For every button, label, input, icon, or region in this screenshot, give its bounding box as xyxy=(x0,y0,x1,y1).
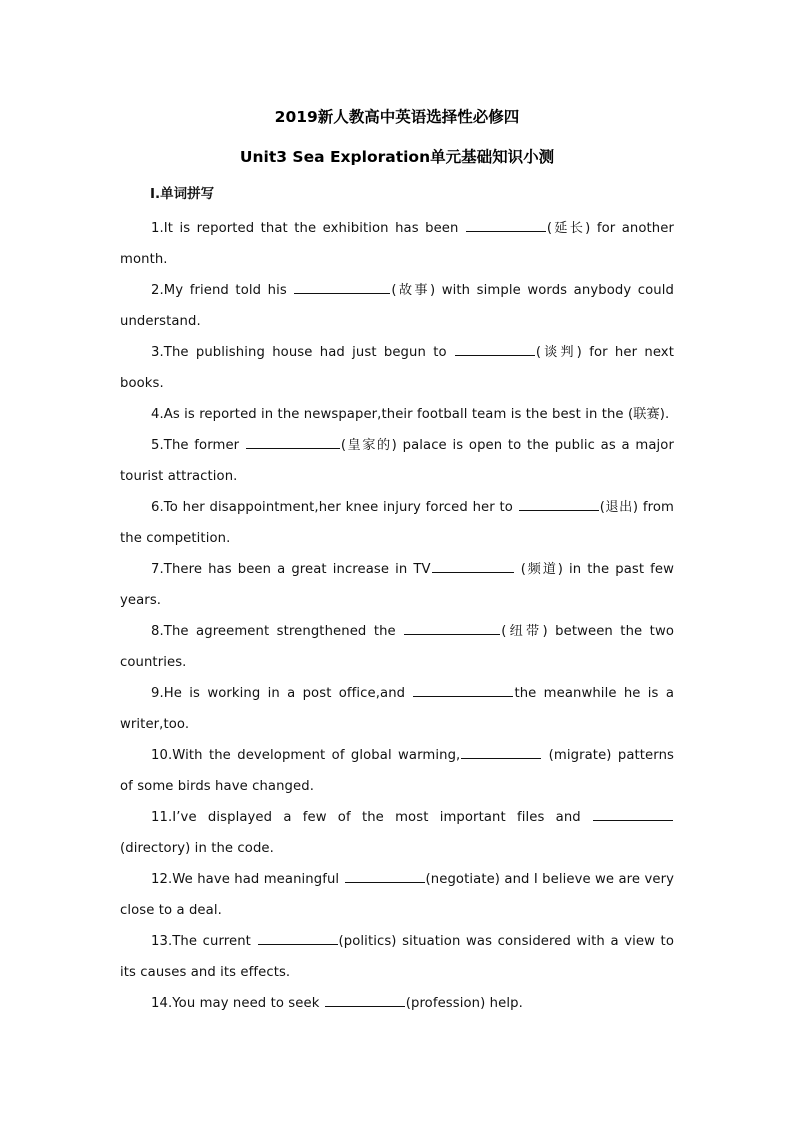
answer-blank[interactable] xyxy=(294,280,390,294)
exercise-item-3 xyxy=(120,337,674,399)
section-heading: Ⅰ.单词拼写 xyxy=(150,186,215,202)
item-text-end: (profession) help. xyxy=(405,996,523,1011)
answer-blank[interactable] xyxy=(461,745,541,759)
item-text-end: (频道) in the past few years. xyxy=(120,562,674,608)
exercise-item-2 xyxy=(120,275,674,337)
item-text-start: 6.To her disappointment,her knee injury forced her to xyxy=(151,500,518,515)
exercise-item-1 xyxy=(120,213,674,275)
answer-blank[interactable] xyxy=(519,497,599,511)
item-text-start: 12.We have had meaningful xyxy=(151,872,344,887)
document-title: 2019新人教高中英语选择性必修四 xyxy=(274,108,520,126)
exercise-item-11 xyxy=(120,802,674,864)
exercise-item-14 xyxy=(120,988,674,1019)
item-text-end: the meanwhile he is a writer,too. xyxy=(120,686,674,732)
item-text-end: (纽带) between the two countries. xyxy=(120,624,674,670)
item-text-start: 1.It is reported that the exhibition has been xyxy=(151,221,465,236)
answer-blank[interactable] xyxy=(246,435,340,449)
item-text-start: 3.The publishing house had just begun to xyxy=(151,345,454,360)
answer-blank[interactable] xyxy=(432,559,514,573)
exercise-item-8 xyxy=(120,616,674,678)
exercise-item-7 xyxy=(120,554,674,616)
exercise-item-12 xyxy=(120,864,674,926)
item-text-end: (directory) in the code. xyxy=(120,841,274,856)
document-subtitle: Unit3 Sea Exploration单元基础知识小测 xyxy=(239,148,555,166)
item-text-start: 2.My friend told his xyxy=(151,283,294,298)
item-text-start: 9.He is working in a post office,and xyxy=(151,686,413,701)
item-text: 4.As is reported in the newspaper,their football team is the best in the (联赛). xyxy=(151,407,670,422)
item-text-end: (退出) from the competition. xyxy=(120,500,674,546)
answer-blank[interactable] xyxy=(413,683,513,697)
exercise-item-10 xyxy=(120,740,674,802)
item-text-start: 10.With the development of global warming, xyxy=(151,748,461,763)
exercise-list xyxy=(120,213,674,1019)
exercise-item-5 xyxy=(120,430,674,492)
item-text-start: 7.There has been a great increase in TV xyxy=(151,562,431,577)
answer-blank[interactable] xyxy=(325,993,405,1007)
item-text-end: (故事) with simple words anybody could understand. xyxy=(120,283,674,329)
answer-blank[interactable] xyxy=(404,621,500,635)
answer-blank[interactable] xyxy=(466,218,546,232)
item-text-start: 14.You may need to seek xyxy=(151,996,324,1011)
answer-blank[interactable] xyxy=(258,931,338,945)
item-text-start: 8.The agreement strengthened the xyxy=(151,624,404,639)
exercise-item-13 xyxy=(120,926,674,988)
item-text-start: 5.The former xyxy=(151,438,245,453)
item-text-end: (谈判) for her next books. xyxy=(120,345,674,391)
item-text-start: 11.I’ve displayed a few of the most important files and xyxy=(151,810,592,825)
item-text-end: (延长) for another month. xyxy=(120,221,674,267)
item-text-end: (politics) situation was considered with a view to its causes and its effects. xyxy=(120,934,674,980)
answer-blank[interactable] xyxy=(593,807,673,821)
exercise-item-9 xyxy=(120,678,674,740)
answer-blank[interactable] xyxy=(455,342,535,356)
item-text-end: (皇家的) palace is open to the public as a major tourist attraction. xyxy=(120,438,675,484)
item-text-start: 13.The current xyxy=(151,934,257,949)
item-text-end: (negotiate) and I believe we are very close to a deal. xyxy=(120,872,675,918)
item-text-end: (migrate) patterns of some birds have changed. xyxy=(120,748,674,794)
answer-blank[interactable] xyxy=(345,869,425,883)
exercise-item-4 xyxy=(120,399,674,430)
exercise-item-6 xyxy=(120,492,674,554)
